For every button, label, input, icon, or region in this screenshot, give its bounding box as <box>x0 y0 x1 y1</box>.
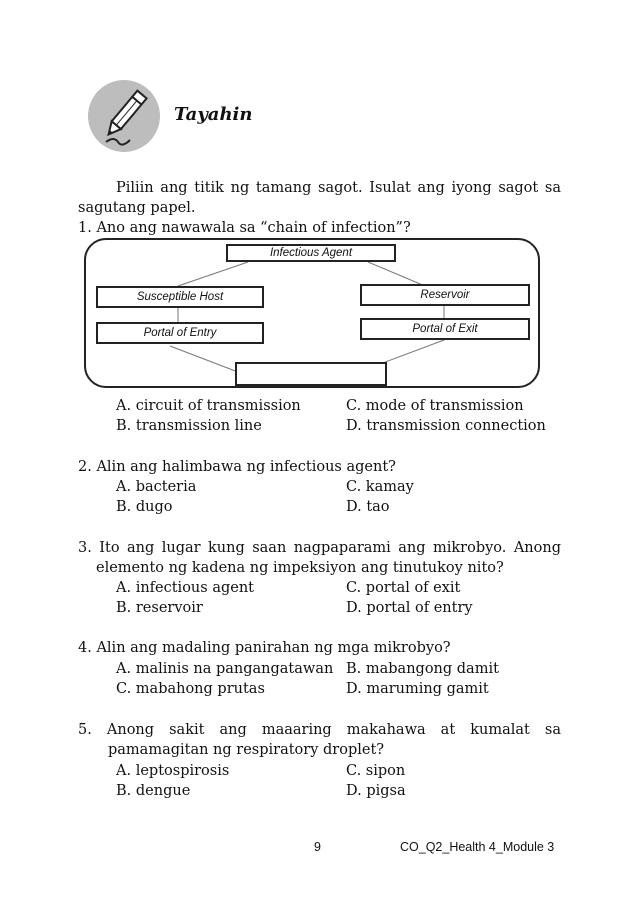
q4-choice-c: C. mabahong prutas <box>116 681 265 697</box>
q3-choice-a: A. infectious agent <box>116 580 254 596</box>
question-2-text: 2. Alin ang halimbawa ng infectious agent? <box>78 459 396 475</box>
q3-choice-d: D. portal of entry <box>346 600 473 616</box>
portal-of-entry-box: Portal of Entry <box>96 322 264 344</box>
q5-choice-d: D. pigsa <box>346 783 406 799</box>
q1-choice-c: C. mode of transmission <box>346 398 524 414</box>
infectious-agent-box: Infectious Agent <box>226 244 396 262</box>
susceptible-host-box: Susceptible Host <box>96 286 264 308</box>
q2-choice-a: A. bacteria <box>116 479 197 495</box>
question-1-text: 1. Ano ang nawawala sa “chain of infection”? <box>78 220 411 236</box>
reservoir-box: Reservoir <box>360 284 530 306</box>
page-number: 9 <box>314 840 321 854</box>
missing-element-box <box>235 362 387 386</box>
q2-choice-b: B. dugo <box>116 499 173 515</box>
question-4-text: 4. Alin ang madaling panirahan ng mga mikrobyo? <box>78 640 451 656</box>
q1-choice-d: D. transmission connection <box>346 418 546 434</box>
question-3-text-line-2: elemento ng kadena ng impeksiyon ang tinutukoy nito? <box>96 560 504 576</box>
question-3-text-line-1: 3. Ito ang lugar kung saan nagpaparami ang mikrobyo. Anong <box>78 540 561 556</box>
q4-choice-a: A. malinis na pangangatawan <box>116 661 334 677</box>
module-code: CO_Q2_Health 4_Module 3 <box>400 840 555 854</box>
instructions-line-1: Piliin ang titik ng tamang sagot. Isulat ang iyong sagot sa <box>116 180 561 196</box>
instructions-line-2: sagutang papel. <box>78 200 196 216</box>
q5-choice-a: A. leptospirosis <box>116 763 230 779</box>
q1-choice-a: A. circuit of transmission <box>116 398 301 414</box>
section-title: Tayahin <box>174 104 253 125</box>
q5-choice-c: C. sipon <box>346 763 406 779</box>
q4-choice-b: B. mabangong damit <box>346 661 499 677</box>
q1-choice-b: B. transmission line <box>116 418 262 434</box>
q3-choice-b: B. reservoir <box>116 600 203 616</box>
q4-choice-d: D. maruming gamit <box>346 681 489 697</box>
portal-of-exit-box: Portal of Exit <box>360 318 530 340</box>
q2-choice-c: C. kamay <box>346 479 414 495</box>
question-5-text-line-2: pamamagitan ng respiratory droplet? <box>108 742 385 758</box>
q3-choice-c: C. portal of exit <box>346 580 461 596</box>
q5-choice-b: B. dengue <box>116 783 191 799</box>
question-5-text-line-1: 5. Anong sakit ang maaaring makahawa at kumalat sa <box>78 722 561 738</box>
q2-choice-d: D. tao <box>346 499 390 515</box>
